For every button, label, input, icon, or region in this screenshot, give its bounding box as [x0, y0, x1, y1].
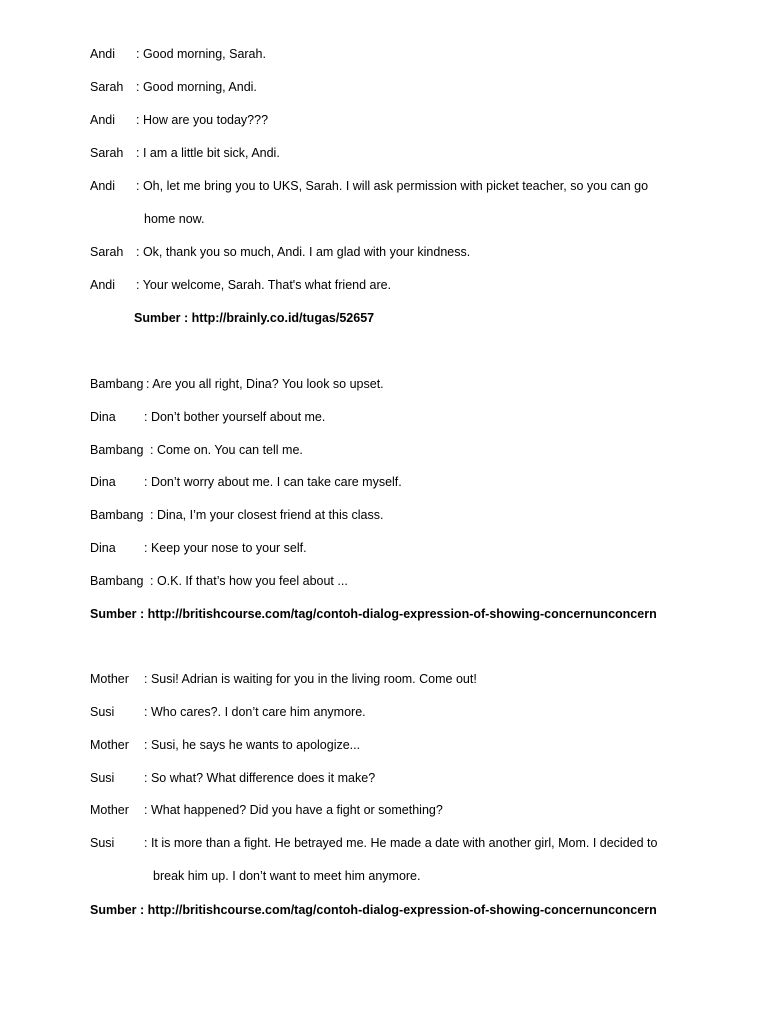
source-text: Sumber : http://britishcourse.com/tag/contoh-dialog-expression-of-showing-concernunconcern — [90, 903, 657, 917]
speaker-name: Bambang — [90, 508, 144, 522]
speaker-name: Mother — [90, 672, 129, 686]
speaker-name: Susi — [90, 836, 115, 850]
source-text: Sumber : http://brainly.co.id/tugas/52657 — [134, 311, 375, 325]
dialog-text: : Are you all right, Dina? You look so upset. — [146, 377, 384, 391]
dialog-text: : Your welcome, Sarah. That's what friend are. — [136, 278, 392, 292]
speaker-name: Andi — [90, 47, 116, 61]
speaker-name: Susi — [90, 771, 115, 785]
dialog-text: : What happened? Did you have a fight or something? — [144, 803, 443, 817]
dialog-text: : Don’t worry about me. I can take care myself. — [144, 475, 402, 489]
speaker-name: Dina — [90, 475, 116, 489]
dialog-text: : Ok, thank you so much, Andi. I am glad with your kindness. — [136, 245, 471, 259]
dialog-text: : Oh, let me bring you to UKS, Sarah. I will ask permission with picket teacher, so you can go — [136, 179, 649, 193]
dialog-text: : Keep your nose to your self. — [144, 541, 307, 555]
dialog-text: : O.K. If that’s how you feel about ... — [150, 574, 348, 588]
speaker-name: Dina — [90, 541, 116, 555]
dialog-text: : Susi! Adrian is waiting for you in the living room. Come out! — [144, 672, 477, 686]
dialog-text: : Susi, he says he wants to apologize... — [144, 738, 361, 752]
dialog-text: : Don’t bother yourself about me. — [144, 410, 326, 424]
speaker-name: Bambang — [90, 377, 144, 391]
speaker-name: Andi — [90, 278, 116, 292]
speaker-name: Sarah — [90, 80, 124, 94]
dialog-text: : Come on. You can tell me. — [150, 443, 303, 457]
dialog-text: : Who cares?. I don’t care him anymore. — [144, 705, 366, 719]
speaker-name: Bambang — [90, 574, 144, 588]
speaker-name: Mother — [90, 738, 129, 752]
dialog-text: : So what? What difference does it make? — [144, 771, 376, 785]
speaker-name: Sarah — [90, 146, 124, 160]
speaker-name: Bambang — [90, 443, 144, 457]
dialog-text: : Dina, I’m your closest friend at this class. — [150, 508, 384, 522]
source-text: Sumber : http://britishcourse.com/tag/contoh-dialog-expression-of-showing-concernunconcern — [90, 607, 657, 621]
speaker-name: Susi — [90, 705, 115, 719]
speaker-name: Mother — [90, 803, 129, 817]
speaker-name: Andi — [90, 179, 116, 193]
dialog-text: break him up. I don’t want to meet him anymore. — [153, 869, 421, 883]
dialog-text: : How are you today??? — [136, 113, 269, 127]
dialog-text: : Good morning, Sarah. — [136, 47, 266, 61]
speaker-name: Dina — [90, 410, 116, 424]
dialog-text: : Good morning, Andi. — [136, 80, 257, 94]
speaker-name: Andi — [90, 113, 116, 127]
dialog-text: : It is more than a fight. He betrayed me. He made a date with another girl, Mom. I decided to — [144, 836, 658, 850]
dialog-text: : I am a little bit sick, Andi. — [136, 146, 280, 160]
dialog-text: home now. — [144, 212, 205, 226]
speaker-name: Sarah — [90, 245, 124, 259]
